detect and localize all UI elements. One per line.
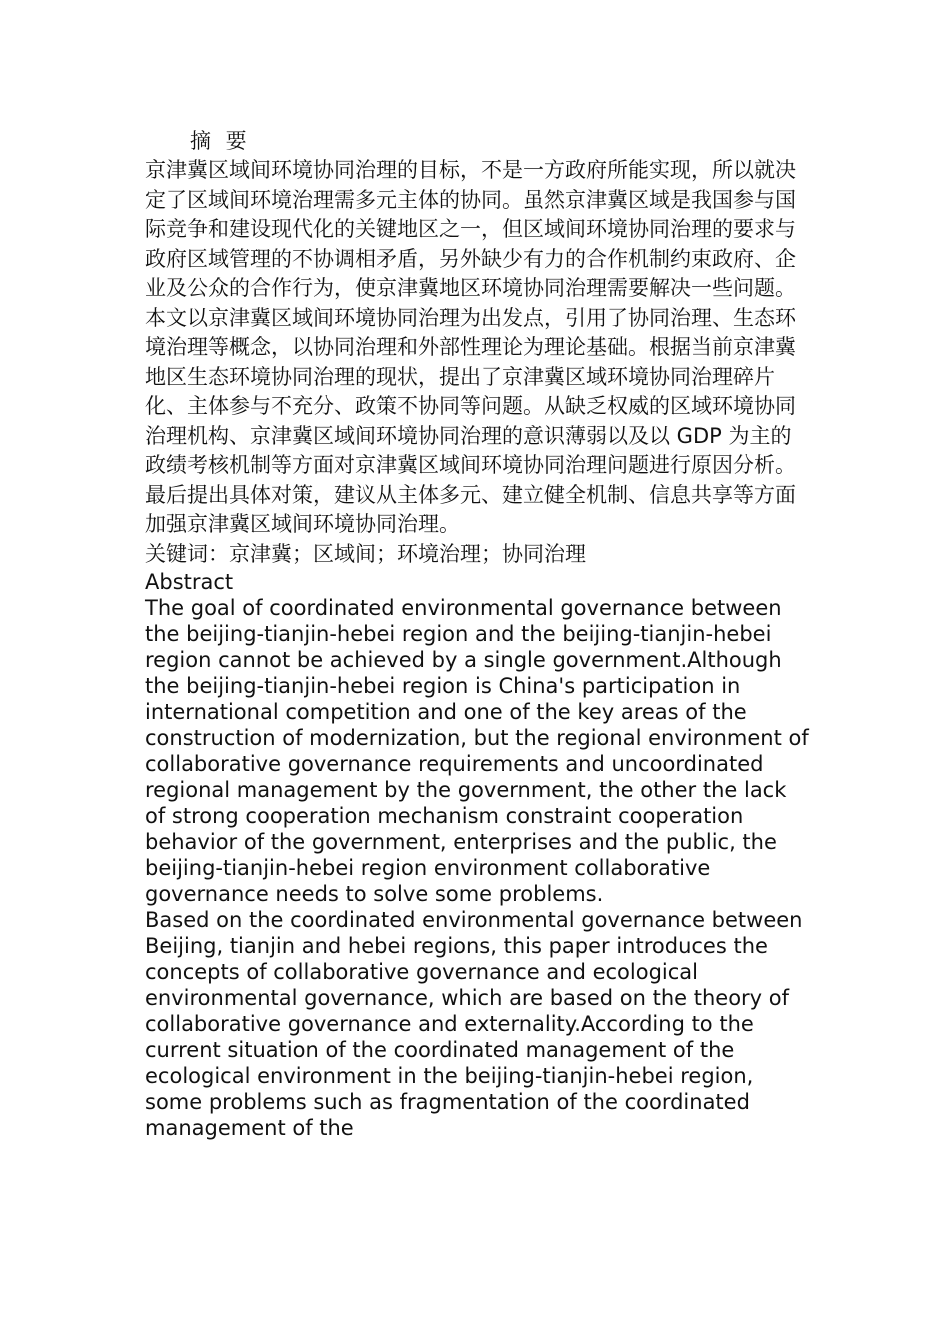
zh-keywords: 关键词：京津冀；区域间；环境治理；协同治理 bbox=[145, 541, 586, 566]
en-abstract-paragraph-1: The goal of coordinated environmental governance between the beijing-tianjin-hebei region and the beijing-tianjin-hebei region cannot be achieved by a single government.Although the beijing-tianjin-hebei region is China's participation in international competition and one of the key areas of the construction of modernization, but the regional environment of collaborative governance requirements and uncoordinated regional management by the government, the other the lack of strong cooperation mechanism constraint cooperation behavior of the government, enterprises and the public, the beijing-tianjin-hebei region environment collaborative governance needs to solve some problems. bbox=[145, 595, 809, 906]
zh-abstract-paragraph-1: 京津冀区域间环境协同治理的目标，不是一方政府所能实现，所以就决定了区域间环境治理需多元主体的协同。虽然京津冀区域是我国参与国际竞争和建设现代化的关键地区之一，但区域间环境协同治理的要求与政府区域管理的不协调相矛盾，另外缺少有力的合作机制约束政府、企业及公众的合作行为，使京津冀地区环境协同治理需要解决一些问题。 bbox=[145, 158, 796, 300]
zh-abstract-paragraph-2: 本文以京津冀区域间环境协同治理为出发点，引用了协同治理、生态环境治理等概念，以协同治理和外部性理论为理论基础。根据当前京津冀地区生态环境协同治理的现状，提出了京津冀区域环境协同治理碎片化、主体参与不充分、政策不协同等问题。从缺乏权威的区域环境协同治理机构、京津冀区域间环境协同治理的意识薄弱以及以 GDP 为主的政绩考核机制等方面对京津冀区域间环境协同治理问题进行原因分析。最后提出具体对策，建议从主体多元、建立健全机制、信息共享等方面加强京津冀区域间环境协同治理。 bbox=[145, 305, 796, 536]
zh-abstract-title: 摘 要 bbox=[190, 129, 251, 153]
document-page bbox=[145, 126, 810, 1141]
en-abstract-paragraph-2: Based on the coordinated environmental governance between Beijing, tianjin and hebei regions, this paper introduces the concepts of collaborative governance and ecological environmental governance, which are based on the theory of collaborative governance and externality.According to the current situation of the coordinated management of the ecological environment in the beijing-tianjin-hebei region, some problems such as fragmentation of the coordinated management of the bbox=[145, 907, 803, 1140]
en-abstract-title: Abstract bbox=[145, 569, 234, 594]
